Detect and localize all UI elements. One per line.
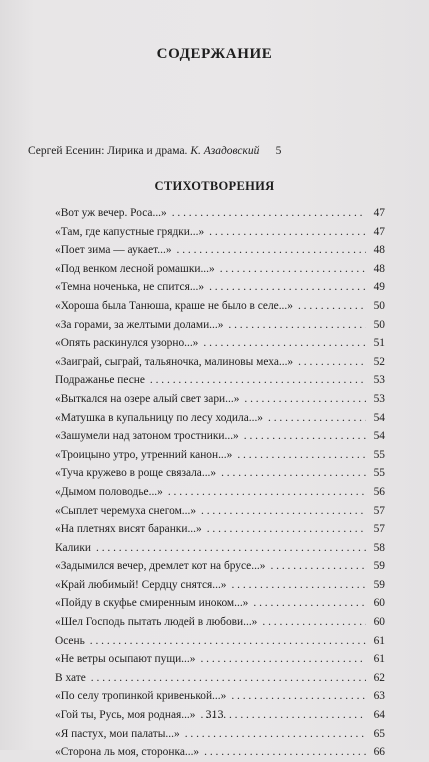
toc-entry-title: «Пойду в скуфье смиренным иноком...» xyxy=(55,597,249,610)
toc-entry-page: 64 xyxy=(373,709,385,722)
toc-entry-page: 63 xyxy=(373,690,385,703)
toc-entry-title: «Выткался на озере алый свет зари...» xyxy=(55,392,240,405)
dot-leader xyxy=(203,334,366,353)
toc-entry-title: «Зашумели над затоном тростники...» xyxy=(55,430,239,443)
dot-leader xyxy=(237,446,366,465)
toc-entry-title: Калики xyxy=(55,541,92,554)
toc-entry-page: 51 xyxy=(373,337,385,350)
toc-entry-page: 54 xyxy=(373,430,385,443)
toc-entry-page: 50 xyxy=(373,299,385,312)
toc-entry-title: «Сыплет черемуха снегом...» xyxy=(55,504,197,517)
toc-entry-title: «Поет зима — аукает...» xyxy=(55,244,172,257)
toc-entry-title: «Темна ноченька, не спится...» xyxy=(55,281,205,294)
toc-entry xyxy=(55,576,385,595)
toc-entry-page: 54 xyxy=(373,411,385,424)
intro-entry-text: Сергей Есенин: Лирика и драма. xyxy=(28,145,191,157)
toc-entry-page: 57 xyxy=(373,523,385,536)
toc-entry-page: 60 xyxy=(373,616,385,629)
toc-entry-title: «Шел Господь пытать людей в любови...» xyxy=(55,616,258,629)
toc-entry xyxy=(55,483,385,502)
toc-entry-title: «За горами, за желтыми долами...» xyxy=(55,318,224,331)
toc-entry-title: «Хороша была Танюша, краше не было в селе...» xyxy=(55,299,293,312)
toc-entry-title: «Край любимый! Сердцу снятся...» xyxy=(55,578,227,591)
toc-entry-page: 47 xyxy=(373,225,385,238)
toc-entry xyxy=(55,427,385,446)
toc-entry-page: 49 xyxy=(373,281,385,294)
dot-leader xyxy=(201,502,366,521)
toc-entry-page: 52 xyxy=(373,355,385,368)
toc-entry-page: 56 xyxy=(373,485,385,498)
toc-entry-page: 53 xyxy=(373,374,385,387)
dot-leader xyxy=(244,390,366,409)
intro-entry-author: К. Азадовский xyxy=(190,145,260,157)
toc-entry xyxy=(55,278,385,297)
toc-entry-title: «Туча кружево в роще связала...» xyxy=(55,467,217,480)
toc-entry xyxy=(55,669,385,688)
toc-entry xyxy=(55,241,385,260)
toc-entry-title: «Под венком лесной ромашки...» xyxy=(55,262,215,275)
toc-entry-title: «Дымом половодье...» xyxy=(55,485,163,498)
dot-leader xyxy=(96,539,366,558)
toc-entry-title: «По селу тропинкой кривенькой...» xyxy=(55,690,227,703)
toc-entry-page: 59 xyxy=(373,578,385,591)
toc-entry-title: Подражанье песне xyxy=(55,374,145,387)
toc-entry-page: 55 xyxy=(373,448,385,461)
toc-entry-page: 61 xyxy=(373,653,385,666)
toc-entry xyxy=(55,464,385,483)
dot-leader xyxy=(220,260,366,279)
toc-entry xyxy=(55,223,385,242)
intro-entry xyxy=(28,145,282,157)
dot-leader xyxy=(200,650,366,669)
dot-leader xyxy=(231,576,366,595)
toc-entry xyxy=(55,743,385,762)
toc-entry-title: «На плетнях висят баранки...» xyxy=(55,523,202,536)
dot-leader xyxy=(270,557,366,576)
dot-leader xyxy=(253,594,366,613)
toc-entry-title: «Вот уж вечер. Роса...» xyxy=(55,207,167,219)
toc-entry-title: «Задымился вечер, дремлет кот на брусе...» xyxy=(55,560,266,573)
dot-leader xyxy=(221,464,366,483)
toc-entry xyxy=(55,502,385,521)
dot-leader xyxy=(244,427,366,446)
toc-entry-title: В хате xyxy=(55,671,86,684)
dot-leader xyxy=(209,278,366,297)
intro-entry-title xyxy=(28,145,259,157)
toc-entry-page: 48 xyxy=(373,262,385,275)
toc-entry-title: Осень xyxy=(55,634,85,647)
toc-entry-title: «Сторона ль моя, сторонка...» xyxy=(55,746,200,759)
page-title: СОДЕРЖАНИЕ xyxy=(156,46,273,62)
toc-entry-page: 48 xyxy=(373,244,385,257)
dot-leader xyxy=(207,520,366,539)
toc-entry-page: 62 xyxy=(373,671,385,684)
toc-entry-page: 57 xyxy=(373,504,385,517)
dot-leader xyxy=(172,204,366,223)
toc-entry-title: «Матушка в купальницу по лесу ходила...» xyxy=(55,411,264,424)
toc-entry xyxy=(55,297,385,316)
toc-entry-page: 50 xyxy=(373,318,385,331)
toc-entry-title: «Я пастух, мои палаты...» xyxy=(55,727,180,740)
intro-entry-page: 5 xyxy=(275,145,282,157)
dot-leader xyxy=(185,725,366,744)
toc-entry-page: 55 xyxy=(373,467,385,480)
toc-entry xyxy=(55,409,385,428)
toc-entry xyxy=(55,557,385,576)
dot-leader xyxy=(91,669,366,688)
dot-leader xyxy=(298,353,366,372)
toc-entry-title: «Там, где капустные грядки...» xyxy=(55,225,205,238)
toc-entry-page: 53 xyxy=(373,392,385,405)
toc-entry-title: «Не ветры осыпают пущи...» xyxy=(55,653,196,666)
toc-list xyxy=(55,204,385,762)
toc-entry-page: 58 xyxy=(373,541,385,554)
dot-leader xyxy=(177,241,366,260)
dot-leader xyxy=(262,613,366,632)
toc-entry xyxy=(55,371,385,390)
dot-leader xyxy=(231,687,366,706)
toc-entry-title: «Гой ты, Русь, моя родная...» xyxy=(55,709,196,722)
toc-entry xyxy=(55,334,385,353)
toc-entry-page: 47 xyxy=(373,207,385,219)
dot-leader xyxy=(90,632,366,651)
dot-leader xyxy=(209,223,366,242)
toc-entry-page: 59 xyxy=(373,560,385,573)
toc-entry xyxy=(55,446,385,465)
toc-entry xyxy=(55,539,385,558)
toc-entry xyxy=(55,316,385,335)
toc-entry xyxy=(55,353,385,372)
toc-entry-page: 66 xyxy=(373,746,385,759)
section-heading: СТИХОТВОРЕНИЯ xyxy=(154,179,275,193)
toc-entry xyxy=(55,687,385,706)
toc-entry xyxy=(55,204,385,223)
toc-entry xyxy=(55,725,385,744)
toc-entry xyxy=(55,650,385,669)
toc-entry xyxy=(55,613,385,632)
toc-entry xyxy=(55,594,385,613)
toc-entry xyxy=(55,632,385,651)
toc-entry xyxy=(55,520,385,539)
dot-leader xyxy=(298,297,366,316)
dot-leader xyxy=(204,743,366,762)
toc-entry xyxy=(55,390,385,409)
toc-entry-title: «Опять раскинулся узорно...» xyxy=(55,337,199,350)
dot-leader xyxy=(228,316,366,335)
dot-leader xyxy=(150,371,366,390)
toc-entry xyxy=(55,260,385,279)
toc-entry-title: «Заиграй, сыграй, тальяночка, малиновы меха...» xyxy=(55,355,294,368)
page-number: 313 xyxy=(205,707,224,721)
toc-entry-page: 60 xyxy=(373,597,385,610)
dot-leader xyxy=(268,409,366,428)
toc-entry-page: 65 xyxy=(373,727,385,740)
toc-entry-title: «Троицыно утро, утренний канон...» xyxy=(55,448,233,461)
dot-leader xyxy=(168,483,366,502)
toc-entry-page: 61 xyxy=(373,634,385,647)
